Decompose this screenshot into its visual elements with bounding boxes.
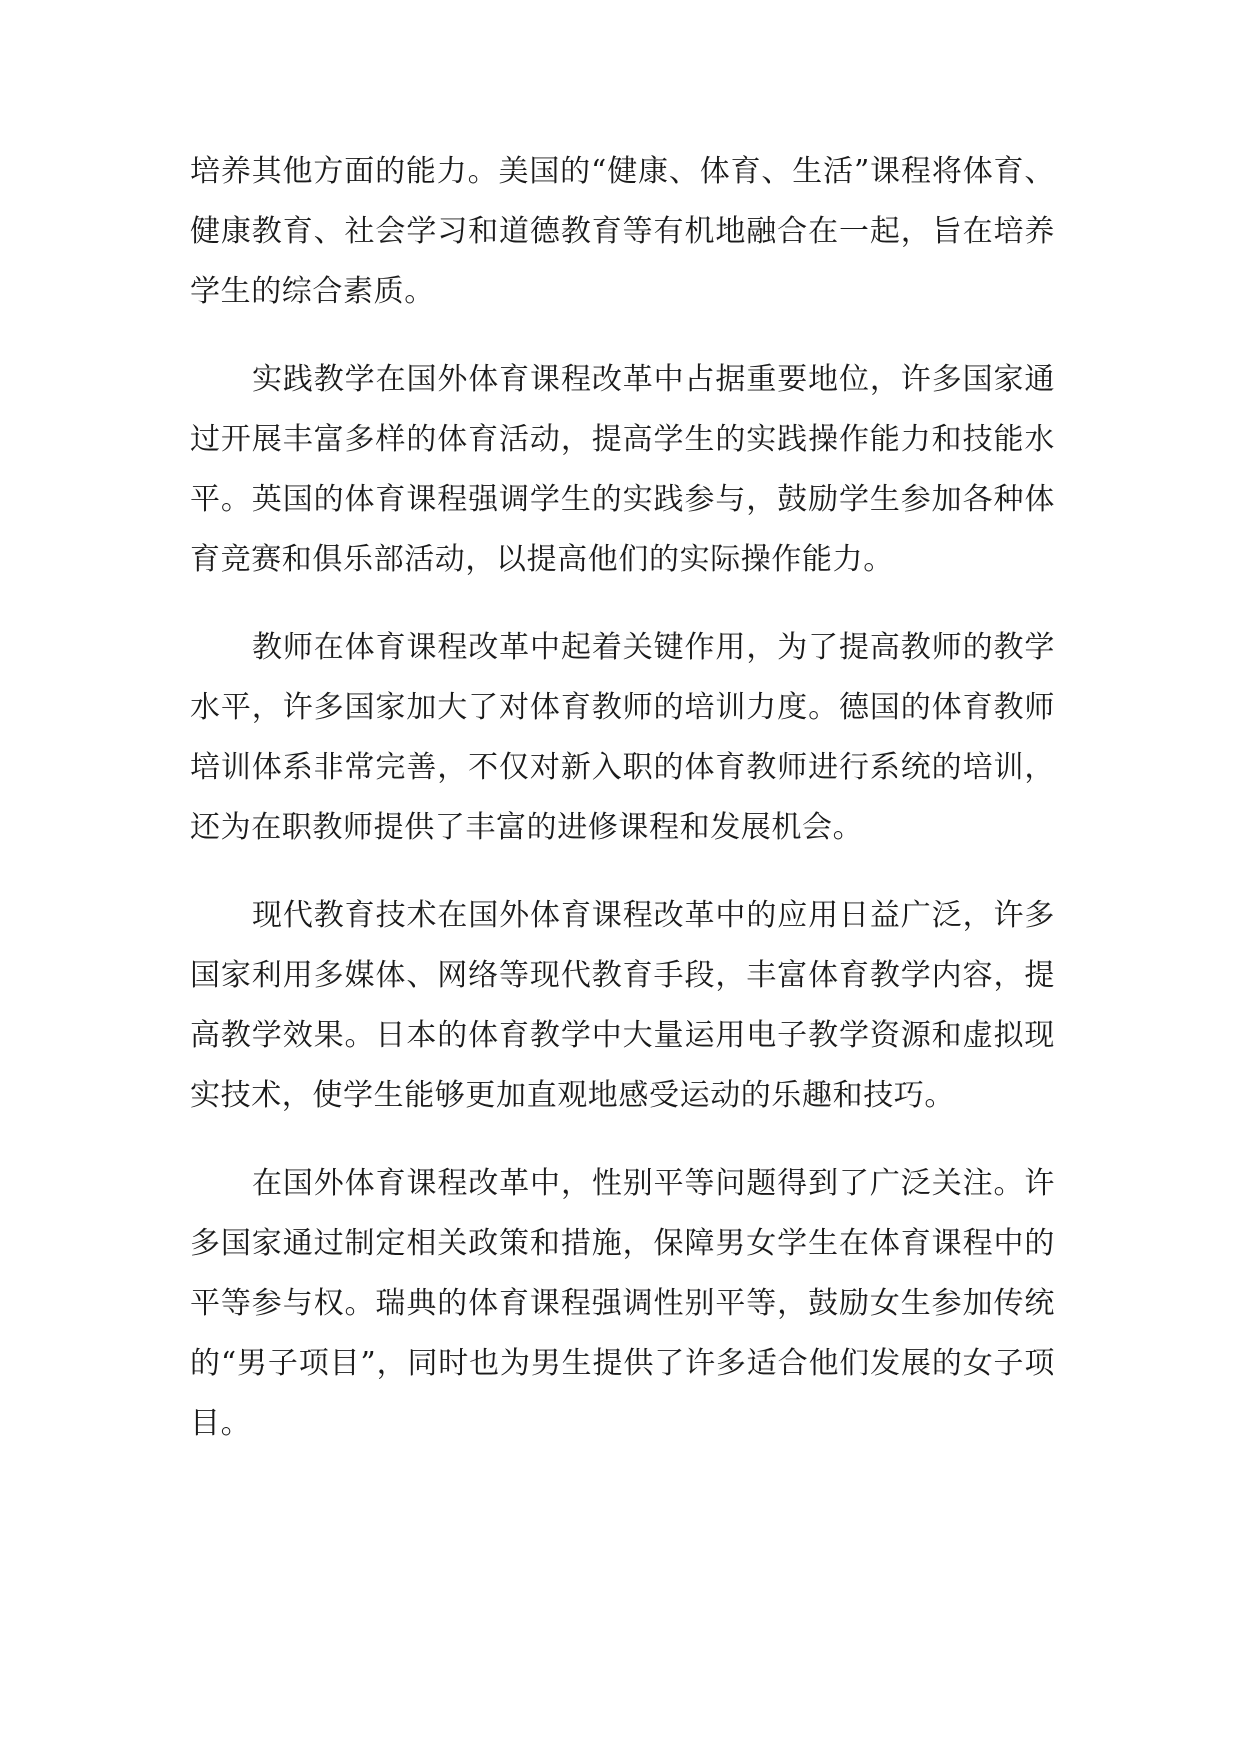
document-body — [190, 142, 1055, 1454]
paragraph-practice-teaching: 实践教学在国外体育课程改革中占据重要地位，许多国家通过开展丰富多样的体育活动，提高学生的实践操作能力和技能水平。英国的体育课程强调学生的实践参与，鼓励学生参加各种体育竞赛和俱乐部活动，以提高他们的实际操作能力。 — [190, 362, 1055, 577]
paragraph-gender-equality: 在国外体育课程改革中，性别平等问题得到了广泛关注。许多国家通过制定相关政策和措施，保障男女学生在体育课程中的平等参与权。瑞典的体育课程强调性别平等，鼓励女生参加传统的“男子项目”，同时也为男生提供了许多适合他们发展的女子项目。 — [190, 1166, 1055, 1441]
paragraph-continuation: 培养其他方面的能力。美国的“健康、体育、生活”课程将体育、健康教育、社会学习和道德教育等有机地融合在一起，旨在培养学生的综合素质。 — [190, 154, 1055, 309]
paragraph-education-technology: 现代教育技术在国外体育课程改革中的应用日益广泛，许多国家利用多媒体、网络等现代教育手段，丰富体育教学内容，提高教学效果。日本的体育教学中大量运用电子教学资源和虚拟现实技术，使学生能够更加直观地感受运动的乐趣和技巧。 — [190, 898, 1055, 1113]
paragraph-teacher-training: 教师在体育课程改革中起着关键作用，为了提高教师的教学水平，许多国家加大了对体育教师的培训力度。德国的体育教师培训体系非常完善，不仅对新入职的体育教师进行系统的培训，还为在职教师提供了丰富的进修课程和发展机会。 — [190, 630, 1055, 845]
